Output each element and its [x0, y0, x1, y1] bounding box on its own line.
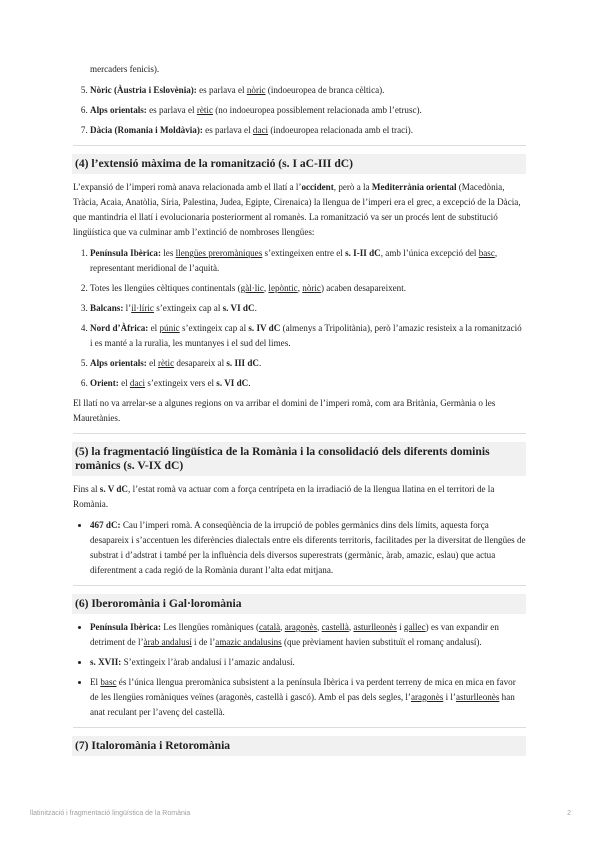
language-link[interactable]: rètic — [196, 105, 213, 115]
list-item-term: Alps orientals: — [90, 105, 147, 115]
language-link[interactable]: llengües preromàniques — [175, 248, 263, 258]
section-heading-6: (6) Iberoromània i Gal·loromània — [72, 594, 526, 614]
language-link[interactable]: daci — [129, 378, 146, 388]
list-item-term: Dàcia (Romania i Moldàvia): — [90, 125, 203, 135]
language-link[interactable]: asturlleonès — [353, 622, 397, 632]
language-link[interactable]: aragonès — [410, 692, 444, 702]
section-4-closing: El llatí no va arrelar-se a algunes regions on va arribar el domini de l’imperi romà, com ara Britània, Germània o les Mauretànies. — [73, 398, 496, 423]
list-item: 4. Nord d’Àfrica: el púnic s’extingeix cap al s. IV dC (almenys a Tripolitània), però l’amazic resisteix a la romanització i es manté a la ruralia, les muntanyes i el sud del limes. — [90, 321, 526, 351]
language-list-top — [73, 83, 526, 138]
language-link[interactable]: daci — [252, 125, 269, 135]
language-link[interactable]: àrab andalusí — [143, 637, 192, 647]
list-item: • 467 dC: Cau l’imperi romà. A conseqüència de la irrupció de pobles germànics dins dels límits, aquesta força desapareix i s’accentuen les diferències dialectals entre els diferents territoris, facilitades per la diversitat de llengües de substrat i d’adstrat i també per la influència dels diversos superestrats (germànic, àrab, amazic, eslau) que actua diferentment a cada regió de la Romània durant l’alta edat mitjana. — [90, 518, 526, 578]
language-link[interactable]: gàl·lic — [240, 283, 264, 293]
extinction-list — [73, 246, 526, 391]
language-link[interactable]: basc — [478, 248, 495, 258]
language-link[interactable]: gallec — [403, 622, 426, 632]
divider — [73, 145, 526, 146]
divider — [73, 433, 526, 434]
footer-title: llatinització i fragmentació lingüística de la Romània — [30, 810, 191, 817]
section-heading-4: (4) l’extensió màxima de la romanització (s. I aC-III dC) — [72, 154, 526, 174]
list-item: 1. Península Ibèrica: les llengües preromàniques s’extingeixen entre el s. I-II dC, amb l’única excepció del basc, representant meridional de l’aquità. — [90, 246, 526, 276]
list-item: 5. Nòric (Àustria i Eslovènia): es parlava el nòric (indoeuropea de branca cèltica). — [90, 83, 526, 98]
section-5-intro: Fins al s. V dC, l’estat romà va actuar com a força centrípeta en la irradiació de la llengua llatina en el territori de la Romània. — [73, 484, 495, 509]
language-link[interactable]: nòric — [302, 283, 321, 293]
page-footer — [30, 810, 571, 817]
language-link[interactable]: il·líric — [131, 303, 154, 313]
language-link[interactable]: rètic — [157, 358, 175, 368]
document-body — [73, 62, 526, 762]
section-6-bullets — [73, 620, 526, 720]
language-link[interactable]: basc — [100, 677, 117, 687]
language-link[interactable]: català — [258, 622, 281, 632]
list-item: 5. Alps orientals: el rètic desapareix al s. III dC. — [90, 356, 526, 371]
list-item: 6. Alps orientals: es parlava el rètic (no indoeuropea possiblement relacionada amb l’etrusc). — [90, 103, 526, 118]
list-item: • El basc és l’única llengua preromànica subsistent a la península Ibèrica i va perdent terreny de mica en mica en favor de les llengües romàniques veïnes (aragonès, castellà i gascó). Amb el pas dels segles, l’aragonès i l’asturlleonès han anat reculant per l’avenç del castellà. — [90, 675, 526, 720]
section-heading-7: (7) Italoromània i Retoromània — [72, 736, 526, 756]
language-link[interactable]: púnic — [159, 323, 180, 333]
list-item: • Península Ibèrica: Les llengües romàniques (català, aragonès, castellà, asturlleonès i gallec) es van expandir en detriment de l’àrab andalusí i de l’amazic andalusins (que prèviament havien substituït el romanç andalusí). — [90, 620, 526, 650]
language-link[interactable]: castellà — [321, 622, 349, 632]
language-link[interactable]: amazic andalusins — [215, 637, 282, 647]
page-number: 2 — [567, 810, 571, 817]
list-item: 3. Balcans: l’il·líric s’extingeix cap al s. VI dC. — [90, 301, 526, 316]
divider — [73, 585, 526, 586]
language-link[interactable]: aragonès — [284, 622, 318, 632]
list-item: 7. Dàcia (Romania i Moldàvia): es parlava el daci (indoeuropea relacionada amb el traci). — [90, 123, 526, 138]
language-link[interactable]: asturlleonès — [455, 692, 500, 702]
section-4-intro: L’expansió de l’imperi romà anava relacionada amb el llatí a l’occident, però a la Mediterrània oriental (Macedònia, Tràcia, Acaia, Anatòlia, Síria, Palestina, Judea, Egipte, Cirenaica) la llengua de l’imperi era el grec, a excepció de la Dàcia, que mantindria el llatí i evolucionaria posteriorment al romanès. La romanització va ser un procés lent de substitució lingüística que va culminar amb l’extinció de nombroses llengües: — [73, 182, 521, 237]
list-item: • s. XVII: S’extingeix l’àrab andalusí i l’amazic andalusí. — [90, 655, 526, 670]
list-item-continuation: mercaders fenicis). — [90, 64, 160, 74]
list-item: 6. Orient: el daci s’extingeix vers el s. VI dC. — [90, 376, 526, 391]
list-item-term: Nòric (Àustria i Eslovènia): — [90, 85, 197, 95]
language-link[interactable]: lepòntic — [268, 283, 298, 293]
section-heading-5: (5) la fragmentació lingüística de la Romània i la consolidació dels diferents dominis romànics (s. V-IX dC) — [72, 442, 526, 476]
divider — [73, 727, 526, 728]
list-item: 2. Totes les llengües cèltiques continentals (gàl·lic, lepòntic, nòric) acaben desapareixent. — [90, 281, 526, 296]
section-5-bullets — [73, 518, 526, 578]
language-link[interactable]: nòric — [246, 85, 266, 95]
